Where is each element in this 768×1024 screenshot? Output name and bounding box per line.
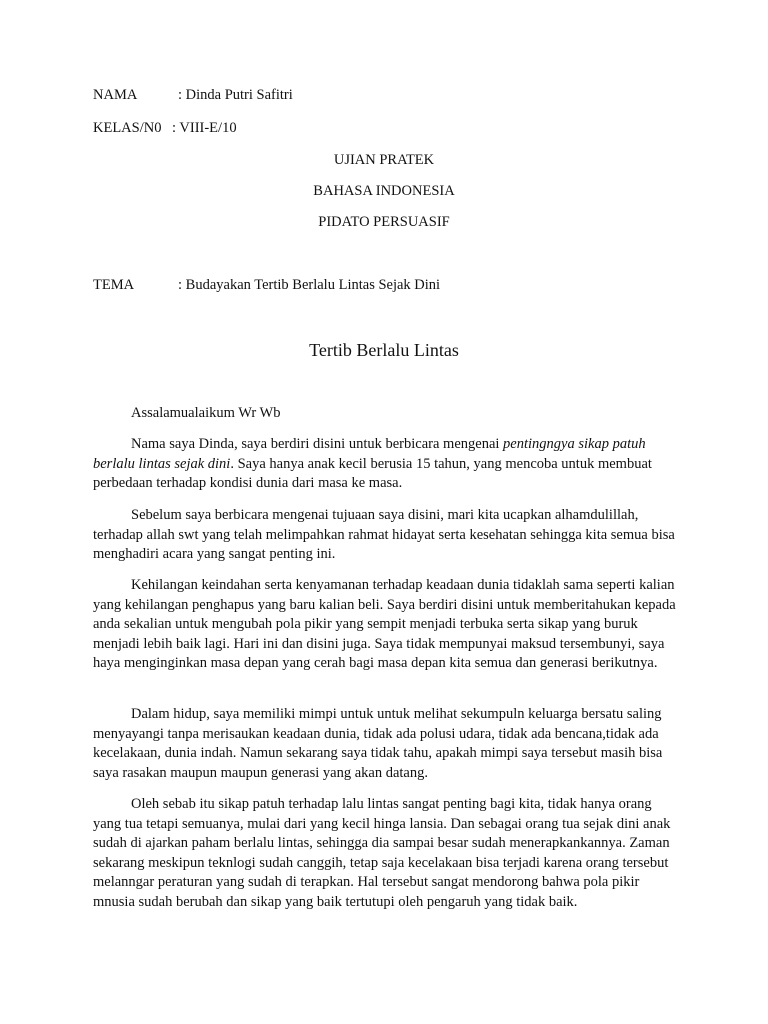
paragraph-1-italic: pentingngya sikap patuh berlalu lintas sejak dini <box>93 436 646 472</box>
paragraph-4 <box>93 705 683 783</box>
paragraph-5-text: Oleh sebab itu sikap patuh terhadap lalu lintas sangat penting bagi kita, tidak hanya orang yang tua tetapi semuanya, mulai dari yang kecil hinga lansia. Dan sebagai orang tua sejak dini anak sudah di ajarkan paham berlalu lintas, sehingga dia sampai besar sudah menerapkankannya. Zaman sekarang meskipun teknlogi sudah canggih, tetap saja kecelakaan bisa terjadi karena orang tersebut melanngar peraturan yang sudah di terapkan. Hal tersebut sangat mendorong bahwa pola pikir mnusia sudah berubah dan sikap yang baik tertutupi oleh pengaruh yang tidak baik. <box>93 796 671 910</box>
paragraph-3 <box>93 576 683 674</box>
paragraph-1 <box>93 435 683 494</box>
greeting: Assalamualaikum Wr Wb <box>131 405 281 421</box>
title-subject: BAHASA INDONESIA <box>313 183 455 199</box>
paragraph-5 <box>93 795 683 913</box>
kelas-value: : VIII-E/10 <box>172 120 237 136</box>
paragraph-1-start: Nama saya Dinda, saya berdiri disini untuk berbicara mengenai <box>131 436 504 452</box>
paragraph-1-end: . Saya hanya anak kecil berusia 15 tahun, yang mencoba untuk membuat perbedaan terhadap kondisi dunia dari masa ke masa. <box>93 455 652 492</box>
paragraph-2 <box>93 506 683 565</box>
title-type: PIDATO PERSUASIF <box>318 214 450 230</box>
title-ujian: UJIAN PRATEK <box>333 152 435 168</box>
kelas-label: KELAS/N0 <box>93 120 162 136</box>
paragraph-2-text: Sebelum saya berbicara mengenai tujuaan saya disini, mari kita ucapkan alhamdulillah, terhadap allah swt yang telah melimpahkan rahmat hidayat serta kesehatan sehingga kita semua bisa menghadiri acara yang sangat penting ini. <box>93 507 675 563</box>
nama-value: : Dinda Putri Safitri <box>178 87 293 103</box>
tema-value: : Budayakan Tertib Berlalu Lintas Sejak Dini <box>178 277 441 293</box>
nama-label: NAMA <box>93 87 138 103</box>
paragraph-3-text: Kehilangan keindahan serta kenyamanan terhadap keadaan dunia tidaklah sama seperti kalian yang kehilangan penghapus yang baru kalian beli. Saya berdiri disini untuk memberitahukan kepada anda sekalian untuk mengubah pola pikir yang sempit menjadi terbuka serta sikap yang buruk menjadi lebih baik lagi. Hari ini dan disini juga. Saya tidak mempunyai maksud tersembunyi, saya haya menginginkan masa depan yang cerah bagi masa depan kita semua dan generasi berikutnya. <box>93 577 676 672</box>
paragraph-4-text: Dalam hidup, saya memiliki mimpi untuk untuk melihat sekumpuln keluarga bersatu saling menyayangi tanpa merisaukan keadaan dunia, tidak ada polusi udara, tidak ada bencana,tidak ada kecelakaan, dunia indah. Namun sekarang saya tidak tahu, apakah mimpi saya tersebut masih bisa saya rasakan maupun maupun generasi yang akan datang. <box>93 706 663 781</box>
speech-title: Tertib Berlalu Lintas <box>309 340 459 360</box>
tema-label: TEMA <box>93 277 135 293</box>
